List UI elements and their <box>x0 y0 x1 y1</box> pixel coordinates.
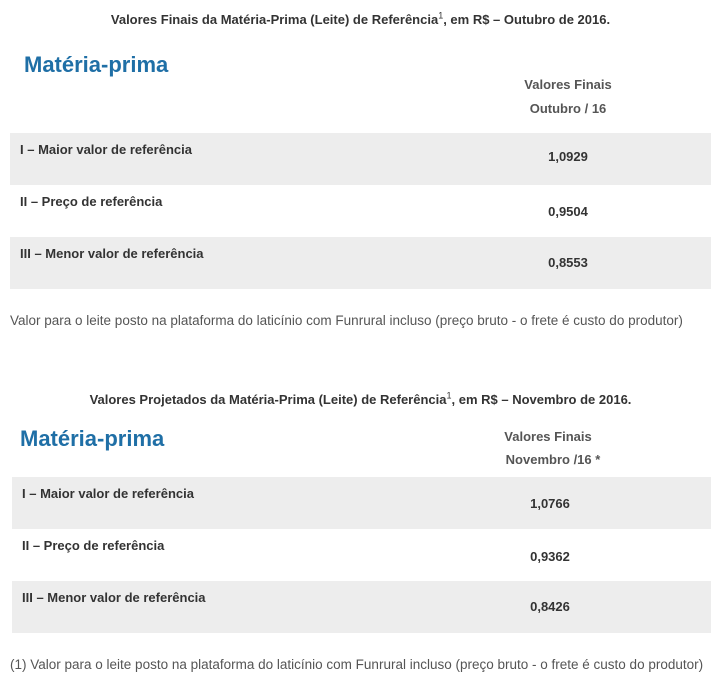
row-value: 0,9362 <box>530 549 570 564</box>
footnote-marker: 1 <box>446 390 452 401</box>
row-label: II – Preço de referência <box>20 194 163 209</box>
row-label: I – Maior valor de referência <box>20 142 192 157</box>
caption-tail: , em R$ – Novembro de 2016. <box>451 392 632 407</box>
row-value: 0,9504 <box>548 204 588 219</box>
caption-tail: , em R$ – Outubro de 2016. <box>443 12 611 27</box>
table-caption-october <box>0 12 721 27</box>
table-row <box>10 185 711 237</box>
table-row <box>12 529 711 581</box>
table-row <box>10 133 711 185</box>
column-header-line2: Novembro /16 * <box>505 452 601 467</box>
section-heading: Matéria-prima <box>20 426 165 451</box>
table-row <box>10 237 711 289</box>
row-label: II – Preço de referência <box>22 538 165 553</box>
caption-text: Valores Projetados da Matéria-Prima (Leite) de Referência <box>89 392 447 407</box>
column-header-line2: Outubro / 16 <box>529 101 607 116</box>
row-label: III – Menor valor de referência <box>20 246 204 261</box>
table-caption-november <box>0 392 721 407</box>
section-heading: Matéria-prima <box>24 52 169 77</box>
table-row <box>12 477 711 529</box>
row-value: 1,0766 <box>530 496 570 511</box>
row-value: 1,0929 <box>548 149 588 164</box>
row-value: 0,8426 <box>530 599 570 614</box>
row-value: 0,8553 <box>548 255 588 270</box>
footnote-text: (1) Valor para o leite posto na plataforma do laticínio com Funrural incluso (preço bruto - o frete é custo do produtor) <box>10 657 704 672</box>
footnote-text: Valor para o leite posto na plataforma do laticínio com Funrural incluso (preço bruto - o frete é custo do produtor) <box>10 313 683 328</box>
table-row <box>12 581 711 633</box>
row-label: III – Menor valor de referência <box>22 590 206 605</box>
row-label: I – Maior valor de referência <box>22 486 194 501</box>
caption-text: Valores Finais da Matéria-Prima (Leite) de Referência <box>110 12 439 27</box>
footnote-marker: 1 <box>438 10 444 21</box>
column-header-line1: Valores Finais <box>504 429 592 444</box>
column-header-line1: Valores Finais <box>524 77 612 92</box>
